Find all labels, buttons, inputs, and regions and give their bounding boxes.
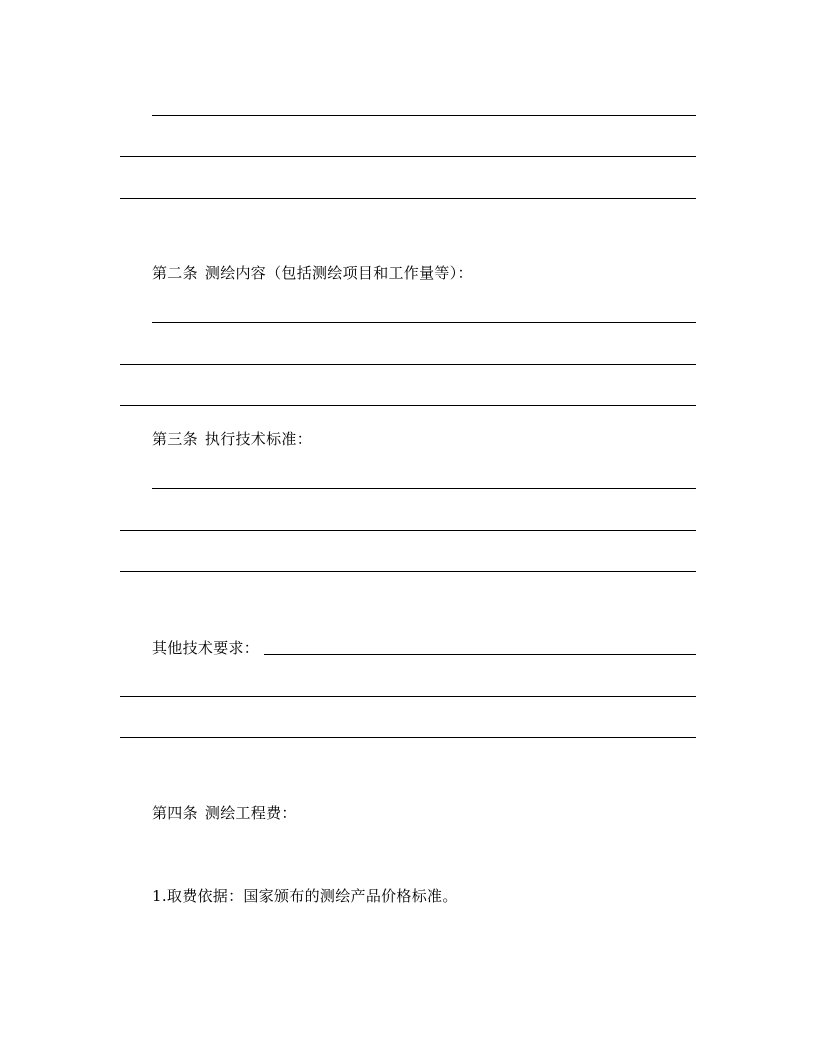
- blank-line: [120, 530, 696, 531]
- blank-line: [120, 156, 696, 157]
- article-4-heading: [152, 804, 297, 822]
- blank-line: [120, 364, 696, 365]
- article-number: 第四条: [152, 804, 198, 822]
- blank-line: [120, 696, 696, 697]
- blank-line: [120, 571, 696, 572]
- other-requirements-label: 其他技术要求：: [152, 639, 260, 657]
- blank-line: [120, 405, 696, 406]
- blank-line: [264, 654, 696, 655]
- article-3-heading: [152, 430, 312, 448]
- blank-line: [120, 737, 696, 738]
- article-title: 执行技术标准：: [204, 430, 313, 448]
- article-number: 第三条: [152, 430, 198, 448]
- article-number: 第二条: [152, 264, 198, 282]
- article-2-heading: [152, 264, 473, 282]
- article-title: 测绘内容（包括测绘项目和工作量等）：: [204, 264, 473, 282]
- blank-line: [120, 198, 696, 199]
- blank-line: [152, 322, 696, 323]
- fee-basis-item: 1.取费依据：国家颁布的测绘产品价格标准。: [152, 887, 458, 905]
- article-title: 测绘工程费：: [204, 804, 297, 822]
- blank-line: [152, 488, 696, 489]
- blank-line: [152, 115, 696, 116]
